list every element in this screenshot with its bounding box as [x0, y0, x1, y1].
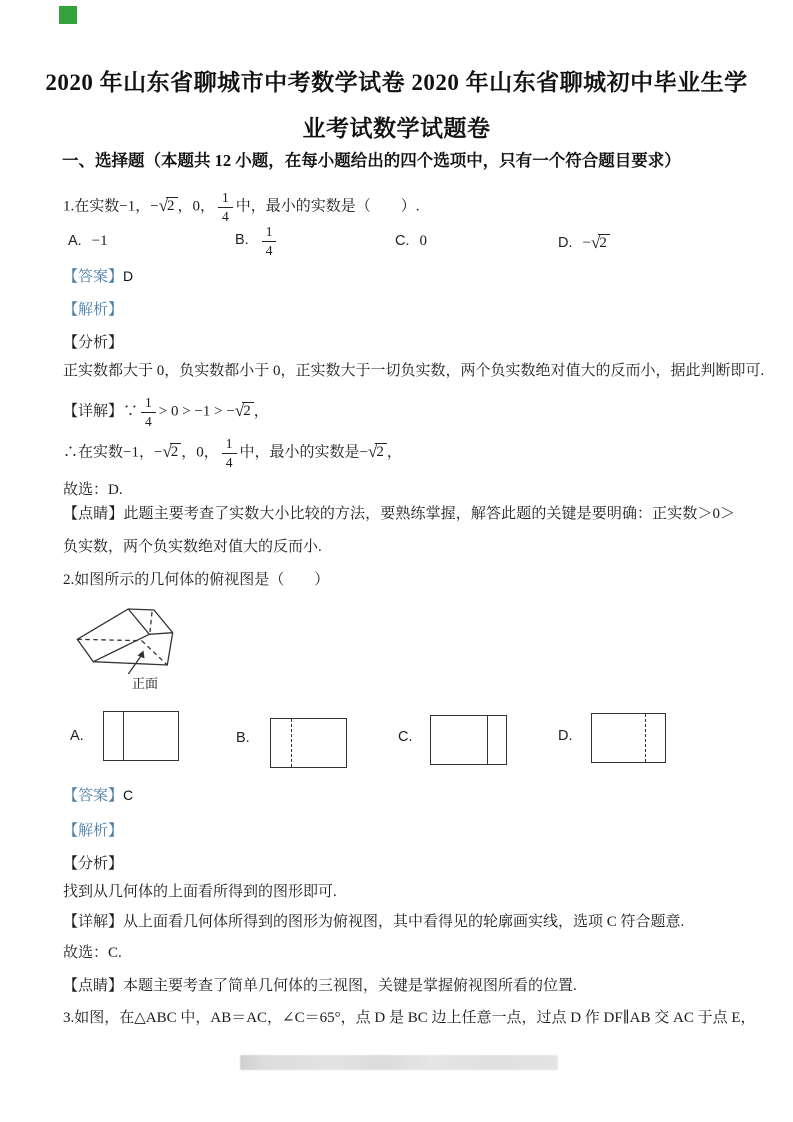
- question-2-stem: 2.如图所示的几何体的俯视图是（ ）: [63, 572, 330, 588]
- q1-breakdown-marker: 【分析】: [63, 335, 124, 351]
- q2-option-a-label: A.: [70, 728, 84, 744]
- q2-option-a-divider: [123, 712, 124, 760]
- q2-option-b-figure: [270, 718, 347, 768]
- q1-analysis-marker: 【解析】: [63, 302, 124, 318]
- q2-option-c-label: C.: [398, 729, 413, 745]
- q1-option-b: B. $\frac{1}{4}$: [235, 224, 279, 258]
- q1-option-d: D. −√2: [558, 233, 610, 253]
- q1-option-a: A. −1: [68, 233, 108, 249]
- q2-solid-figure: [60, 595, 290, 695]
- q2-note: 【点睛】本题主要考查了简单几何体的三视图，关键是掌握俯视图所看的位置.: [63, 978, 577, 994]
- q2-option-d-figure: [591, 713, 666, 763]
- q2-option-a-figure: [103, 711, 179, 761]
- sqrt-2: √2: [591, 233, 610, 253]
- answer-marker: 【答案】: [63, 269, 124, 285]
- arrow-head: [138, 651, 145, 659]
- answer-marker: 【答案】: [63, 788, 124, 804]
- q2-breakdown-marker: 【分析】: [63, 856, 124, 872]
- q1-option-c: C. 0: [395, 233, 427, 249]
- paper-title-line1: 2020 年山东省聊城市中考数学试卷 2020 年山东省聊城初中毕业生学: [45, 70, 748, 95]
- q2-option-c-figure: [430, 715, 507, 765]
- q2-answer-row: [63, 784, 133, 805]
- section-heading: 一、选择题（本题共 12 小题，在每小题给出的四个选项中，只有一个符合题目要求）: [62, 151, 681, 170]
- q2-option-b-divider: [291, 719, 292, 767]
- sqrt-2: √2: [162, 442, 181, 462]
- fraction-1-4: $\frac{1}{4}$: [218, 190, 233, 224]
- q1-breakdown-text: 正实数都大于 0，负实数都小于 0，正实数大于一切负实数，两个负实数绝对值大的反而小，据此判断即可.: [63, 363, 765, 379]
- sqrt-2: √2: [368, 442, 387, 462]
- q2-option-d-label: D.: [558, 728, 573, 744]
- fraction-1-4: $\frac{1}{4}$: [141, 395, 156, 429]
- watermark-bar: [240, 1055, 558, 1070]
- q1-note: 【点睛】此题主要考查了实数大小比较的方法，要熟练掌握，解答此题的关键是要明确：正实数＞0＞负实数，两个负实数绝对值大的反而小.: [63, 506, 735, 555]
- q2-conclusion: 故选：C.: [63, 945, 122, 961]
- q2-option-c-divider: [487, 716, 488, 764]
- q2-breakdown-text: 找到从几何体的上面看所得到的图形即可.: [63, 884, 337, 900]
- q1-conclusion: 故选：D.: [63, 482, 123, 498]
- q2-option-d-divider: [645, 714, 646, 762]
- front-face-label: 正面: [131, 676, 159, 691]
- fraction-1-4: $\frac{1}{4}$: [262, 224, 277, 258]
- paper-title-line2: 业考试数学试题卷: [302, 116, 491, 141]
- q1-answer-row: [63, 265, 133, 286]
- fraction-1-4: $\frac{1}{4}$: [222, 436, 237, 470]
- q2-analysis-marker: 【解析】: [63, 823, 124, 839]
- q1-detail-line1: 【详解】∵ $\frac{1}{4}$ > 0 > −1 > −√2 ，: [63, 395, 269, 429]
- q1-detail-line2: ∴在实数−1，−√2 ，0， $\frac{1}{4}$ 中，最小的实数是−√2 ，: [63, 436, 402, 470]
- q2-answer-letter: C: [123, 787, 134, 803]
- q2-detail-text: 【详解】从上面看几何体所得到的图形为俯视图，其中看得见的轮廓画实线，选项 C 符合题意.: [63, 914, 685, 930]
- question-3-stem: 3.如图，在△ABC 中，AB＝AC，∠C＝65°，点 D 是 BC 边上任意一点，过点 D 作 DF∥AB 交 AC 于点 E，: [63, 1010, 756, 1026]
- q1-answer-letter: D: [123, 268, 134, 284]
- question-1-stem: 1.在实数−1，−√2 ，0， $\frac{1}{4}$ 中，最小的实数是（ ）.: [63, 190, 420, 224]
- corner-marker-square: [59, 6, 77, 24]
- q2-option-b-label: B.: [236, 730, 250, 746]
- sqrt-2: √2: [159, 196, 178, 216]
- sqrt-2: √2: [235, 401, 254, 421]
